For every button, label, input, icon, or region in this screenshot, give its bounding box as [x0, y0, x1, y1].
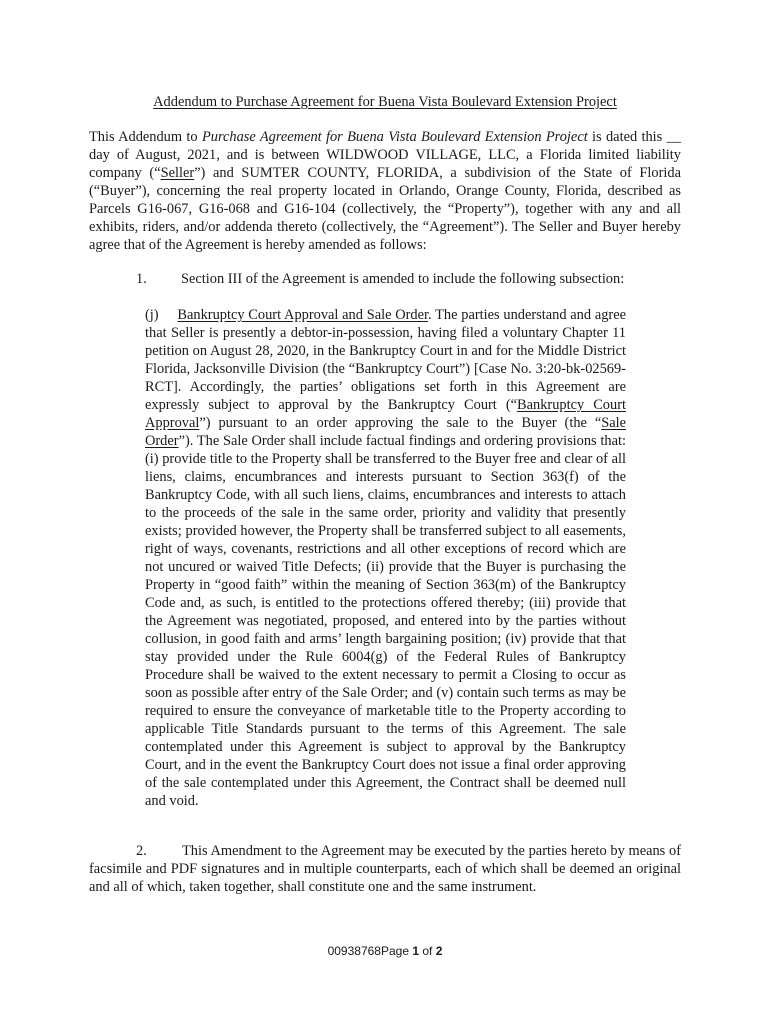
- document-title: Addendum to Purchase Agreement for Buena Vista Boulevard Extension Project: [153, 94, 617, 110]
- numbered-item-1: [136, 270, 681, 288]
- sale-order-term: Sale Order: [145, 415, 626, 449]
- item-1-number: 1.: [136, 271, 147, 287]
- bankruptcy-court-approval-term: Bankruptcy Court Approval: [145, 397, 626, 431]
- footer-doc-id: 00938768: [327, 944, 381, 958]
- seller-defined-term: Seller: [160, 165, 195, 181]
- subsection-text-2: ”) pursuant to an order approving the sale to the Buyer (the “: [199, 415, 602, 431]
- subsection-heading: Bankruptcy Court Approval and Sale Order: [177, 307, 429, 323]
- subsection-label: (j): [145, 307, 159, 323]
- intro-text-1: This Addendum to: [89, 129, 202, 145]
- intro-text-2: is dated this __ day of August, 2021, and is between WILDWOOD VILLAGE, LLC, a Florida limited liability company (“: [89, 129, 682, 181]
- footer-page-number: 1: [412, 944, 420, 958]
- page-footer: [0, 942, 770, 960]
- intro-text-3: ”) and SUMTER COUNTY, FLORIDA, a subdivision of the State of Florida (“Buyer”), concerning the real property located in Orlando, Orange County, Florida, described as Parcels G16-067, G16-068 and G16-104 (collectively, the “Property”), together with any and all exhibits, riders, and/or addenda thereto (collectively, the “Agreement”). The Seller and Buyer hereby agree that of the Agreement is hereby amended as follows:: [89, 165, 682, 253]
- item-1-text: Section III of the Agreement is amended to include the following subsection:: [181, 271, 625, 287]
- intro-paragraph: [89, 128, 681, 254]
- footer-page-word: Page: [380, 944, 409, 958]
- subsection-text-1: . The parties understand and agree that Seller is presently a debtor-in-possession, having filed a voluntary Chapter 11 petition on August 28, 2020, in the Bankruptcy Court in and for the Middle District Florida, Jacksonville Division (the “Bankruptcy Court”) [Case No. 3:20-bk-02569-RCT]. Accordingly, the parties’ obligations set forth in this Agreement are expressly subject to approval by the Bankruptcy Court (“: [145, 307, 626, 413]
- subsection-text-3: ”). The Sale Order shall include factual findings and ordering provisions that:(i) provide title to the Property shall be transferred to the Buyer free and clear of all liens, claims, encumbrances and interests pursuant to Section 363(f) of the Bankruptcy Code, with all such liens, claims, encumbrances and interests to attach to the proceeds of the sale in the same order, priority and validity that presently exists; provided however, the Property shall be transferred subject to all easements, right of ways, covenants, restrictions and all other exceptions of record which are not uncured or waived Title Defects; (ii) provide that the Buyer is purchasing the Property in “good faith” within the meaning of Section 363(m) of the Bankruptcy Code and, as such, is entitled to the protections offered thereby; (iii) provide that the Agreement was negotiated, proposed, and entered into by the parties without collusion, in good faith and arms’ length bargaining position; (iv) provide that that stay provided under the Rule 6004(g) of the Federal Rules of Bankruptcy Procedure shall be waived to the extent necessary to permit a Closing to occur as soon as possible after entry of the Sale Order; and (v) contain such terms as may be required to ensure the conveyance of marketable title to the Property according to applicable Title Standards pursuant to the terms of this Agreement. The sale contemplated under this Agreement is subject to approval by the Bankruptcy Court, and in the event the Bankruptcy Court does not issue a final order approving of the sale contemplated under this Agreement, the Contract shall be deemed null and void.: [145, 433, 626, 809]
- item-2-text: This Amendment to the Agreement may be executed by the parties hereto by means of facsimile and PDF signatures and in multiple counterparts, each of which shall be deemed an original and all of which, taken together, shall constitute one and the same instrument.: [89, 843, 681, 895]
- item-2-number: 2.: [136, 843, 147, 859]
- footer-page-total: 2: [435, 944, 443, 958]
- numbered-item-2: [89, 842, 681, 896]
- agreement-title-italic: Purchase Agreement for Buena Vista Boulevard Extension Project: [201, 129, 588, 145]
- footer-of-word: of: [422, 944, 433, 958]
- subsection-j: [145, 306, 626, 810]
